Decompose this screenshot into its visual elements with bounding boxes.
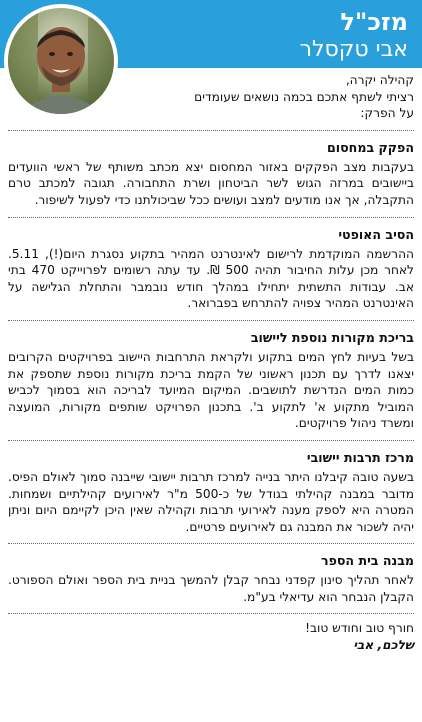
section-body: ההרשמה המוקדמת לרישום לאינטרנט המהיר בתקוע נסגרת היום(!), 5.11. לאחר מכן עלות החיבור תהיה 500 ₪. עד עתה רשומים לפרוייקט 470 בתי אב. עבודות התשתית יתחילו במהלך חודש נובמבר והתחלת הגלישה על האינטרנט המהיר צפויה להתרחש בפברואר. bbox=[8, 246, 414, 311]
intro-line-2: על הפרק: bbox=[360, 106, 414, 121]
section-body: בעקבות מצב הפקקים באזור המחסום יצא מכתב משותף של ראשי הוועדים ביישובים במרזה הגוש לשר הביטחון ושרת התחבורה. תגובה למכתב טרם התקבלה, אך אנו מודעים למצב ועושים ככל שביכולתנו כדי לפעול לשיפור. bbox=[8, 159, 414, 207]
article-body bbox=[8, 72, 414, 654]
section-water-pool bbox=[8, 320, 414, 432]
closing-wish: חורף טוב וחודש טוב! bbox=[305, 621, 414, 636]
section-body: בשעה טובה קיבלנו היתר בנייה למרכז תרבות יישובי שייבנה סמוך לאולם הפיס. מדובר במבנה קהילתי בגודל של כ-500 מ"ר לאירועים קהילתיים ושמחות. המטרה היא לספק מענה לאירועי תרבות וקהילה שאין היכן לקיימם היום וניתן יהיה לשכור את המבנה גם לאירועים פרטיים. bbox=[8, 469, 414, 534]
signature: שלכם, אבי bbox=[353, 638, 414, 653]
greeting-text: קהילה יקרה, bbox=[345, 73, 414, 87]
section-school-building bbox=[8, 543, 414, 605]
section-title: מרכז תרבות יישובי bbox=[306, 449, 414, 465]
section-culture-center bbox=[8, 440, 414, 535]
column-title: מזכ"ל bbox=[340, 8, 408, 36]
header-text bbox=[300, 8, 408, 62]
section-fiber-optic bbox=[8, 217, 414, 312]
section-title: בריכת מקורות נוספת ליישוב bbox=[250, 329, 414, 345]
intro-paragraph bbox=[8, 72, 414, 122]
section-checkpoint bbox=[8, 130, 414, 209]
section-title: מבנה בית הספר bbox=[321, 553, 414, 569]
section-title: הפקק במחסום bbox=[327, 139, 414, 155]
closing-block bbox=[8, 613, 414, 653]
intro-line-1: רציתי לשתף אתכם בכמה נושאים שעומדים bbox=[194, 89, 414, 104]
section-title: הסיב האופטי bbox=[338, 226, 414, 242]
author-name: אבי טקסלר bbox=[299, 37, 408, 62]
section-body: לאחר תהליך סינון קפדני נבחר קבלן להמשך בניית בית הספר ואולם הספורט. הקבלן הנבחר הוא עדיאלי בע"מ. bbox=[8, 573, 414, 604]
section-body: בשל בעיות לחץ המים בתקוע ולקראת התרחבות היישוב בפרויקטים הקרובים יצאנו לדרך עם תכנון ראשוני של הקמת בריכת מקורות נוספת שתספק את כמות המים הנדרשת לתושבים. המיקום המיועד לבריכה הוא בסמוך לכביש המוביל מתקוע א' לתקוע ב'. בתכנון הפרויקט שותפים מקורות, המועצה ומשרד ניהול פרויקטים. bbox=[8, 349, 414, 431]
